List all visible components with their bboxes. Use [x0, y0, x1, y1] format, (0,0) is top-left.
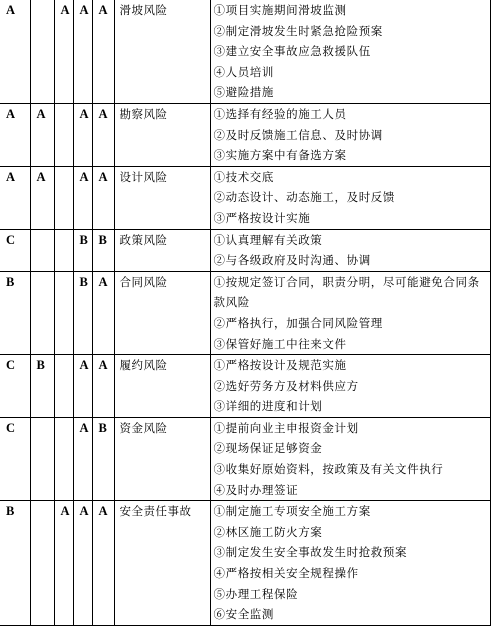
table-row — [0, 501, 490, 626]
grade-cell-2 — [30, 417, 54, 500]
risk-name-cell: 资金风险 — [114, 417, 210, 500]
grade-cell-2 — [30, 0, 54, 103]
grade-cell-3 — [54, 166, 73, 229]
measure-item: ③建立安全事故应急救援队伍 — [213, 44, 371, 59]
table-row — [0, 0, 490, 103]
risk-name-cell: 设计风险 — [114, 166, 210, 229]
grade-cell-2 — [30, 501, 54, 626]
measures-cell — [210, 0, 490, 103]
grade-cell-2: B — [30, 355, 54, 418]
measure-item: ②选好劳务方及材料供应方 — [213, 378, 359, 393]
measure-item: ②与各级政府及时沟通、协调 — [213, 253, 371, 268]
measure-item: ①严格按设计及规范实施 — [213, 358, 347, 373]
measures-cell — [210, 166, 490, 229]
measure-item: ②动态设计、动态施工，及时反馈 — [213, 190, 395, 205]
grade-cell-4: A — [73, 355, 92, 418]
table-row — [0, 355, 490, 418]
table-row — [0, 417, 490, 500]
grade-cell-5: B — [92, 417, 114, 500]
grade-cell-3 — [54, 417, 73, 500]
grade-cell-4: A — [73, 166, 92, 229]
grade-cell-2: A — [30, 103, 54, 166]
measure-item: ③严格按设计实施 — [213, 210, 311, 225]
risk-name-cell: 滑坡风险 — [114, 0, 210, 103]
grade-cell-5: A — [92, 103, 114, 166]
grade-cell-4: B — [73, 229, 92, 271]
grade-cell-3 — [54, 271, 73, 354]
table-row — [0, 103, 490, 166]
grade-cell-4: A — [73, 417, 92, 500]
measure-item: ③保管好施工中往来文件 — [213, 336, 347, 351]
measure-item: ⑤办理工程保险 — [213, 586, 299, 601]
measures-cell — [210, 417, 490, 500]
grade-cell-1: A — [0, 103, 30, 166]
measure-item: ③制定发生安全事故发生时抢救预案 — [213, 545, 408, 560]
grade-cell-4: A — [73, 0, 92, 103]
grade-cell-5: A — [92, 166, 114, 229]
risk-name-cell: 安全责任事故 — [114, 501, 210, 626]
measure-item: ②林区施工防火方案 — [213, 524, 323, 539]
grade-cell-5: B — [92, 229, 114, 271]
grade-cell-3: A — [54, 501, 73, 626]
risk-name-cell: 履约风险 — [114, 355, 210, 418]
grade-cell-1: C — [0, 229, 30, 271]
grade-cell-5: A — [92, 271, 114, 354]
measures-cell — [210, 229, 490, 271]
measure-item: ②严格执行，加强合同风险管理 — [213, 315, 383, 330]
risk-name-cell: 政策风险 — [114, 229, 210, 271]
measure-item: ⑥安全监测 — [213, 607, 274, 622]
grade-cell-4: A — [73, 501, 92, 626]
grade-cell-2 — [30, 271, 54, 354]
measure-item: ①提前向业主申报资金计划 — [213, 420, 359, 435]
grade-cell-4: B — [73, 271, 92, 354]
measures-cell — [210, 355, 490, 418]
table-row — [0, 271, 490, 354]
measures-cell — [210, 271, 490, 354]
measure-item: ④人员培训 — [213, 64, 274, 79]
measure-item: ②现场保证足够资金 — [213, 441, 323, 456]
measure-item: ③详细的进度和计划 — [213, 399, 323, 414]
risk-name-cell: 合同风险 — [114, 271, 210, 354]
grade-cell-5: A — [92, 0, 114, 103]
grade-cell-1: C — [0, 355, 30, 418]
grade-cell-3 — [54, 229, 73, 271]
grade-cell-1: A — [0, 0, 30, 103]
measures-cell — [210, 501, 490, 626]
measure-item: ②制定滑坡发生时紧急抢险预案 — [213, 23, 383, 38]
measure-item: ④及时办理签证 — [213, 482, 299, 497]
risk-name-cell: 勘察风险 — [114, 103, 210, 166]
measure-item: ①按规定签订合同，职责分明，尽可能避免合同条款风险 — [213, 274, 480, 310]
grade-cell-2 — [30, 229, 54, 271]
table-row — [0, 166, 490, 229]
measures-cell — [210, 103, 490, 166]
grade-cell-1: B — [0, 271, 30, 354]
grade-cell-1: B — [0, 501, 30, 626]
grade-cell-5: A — [92, 355, 114, 418]
measure-item: ⑤避险措施 — [213, 85, 274, 100]
measure-item: ①项目实施期间滑坡监测 — [213, 3, 347, 17]
grade-cell-2: A — [30, 166, 54, 229]
table-row — [0, 229, 490, 271]
grade-cell-3 — [54, 103, 73, 166]
measure-item: ①技术交底 — [213, 169, 274, 184]
measure-item: ③实施方案中有备选方案 — [213, 148, 347, 163]
measure-item: ①认真理解有关政策 — [213, 232, 323, 247]
measure-item: ④严格按相关安全规程操作 — [213, 566, 359, 581]
grade-cell-5: A — [92, 501, 114, 626]
grade-cell-3: A — [54, 0, 73, 103]
measure-item: ①选择有经验的施工人员 — [213, 106, 347, 121]
grade-cell-1: C — [0, 417, 30, 500]
measure-item: ①制定施工专项安全施工方案 — [213, 504, 371, 519]
grade-cell-3 — [54, 355, 73, 418]
measure-item: ②及时反馈施工信息、及时协调 — [213, 127, 383, 142]
grade-cell-4: A — [73, 103, 92, 166]
measure-item: ③收集好原始资料，按政策及有关文件执行 — [213, 462, 444, 477]
grade-cell-1: A — [0, 166, 30, 229]
